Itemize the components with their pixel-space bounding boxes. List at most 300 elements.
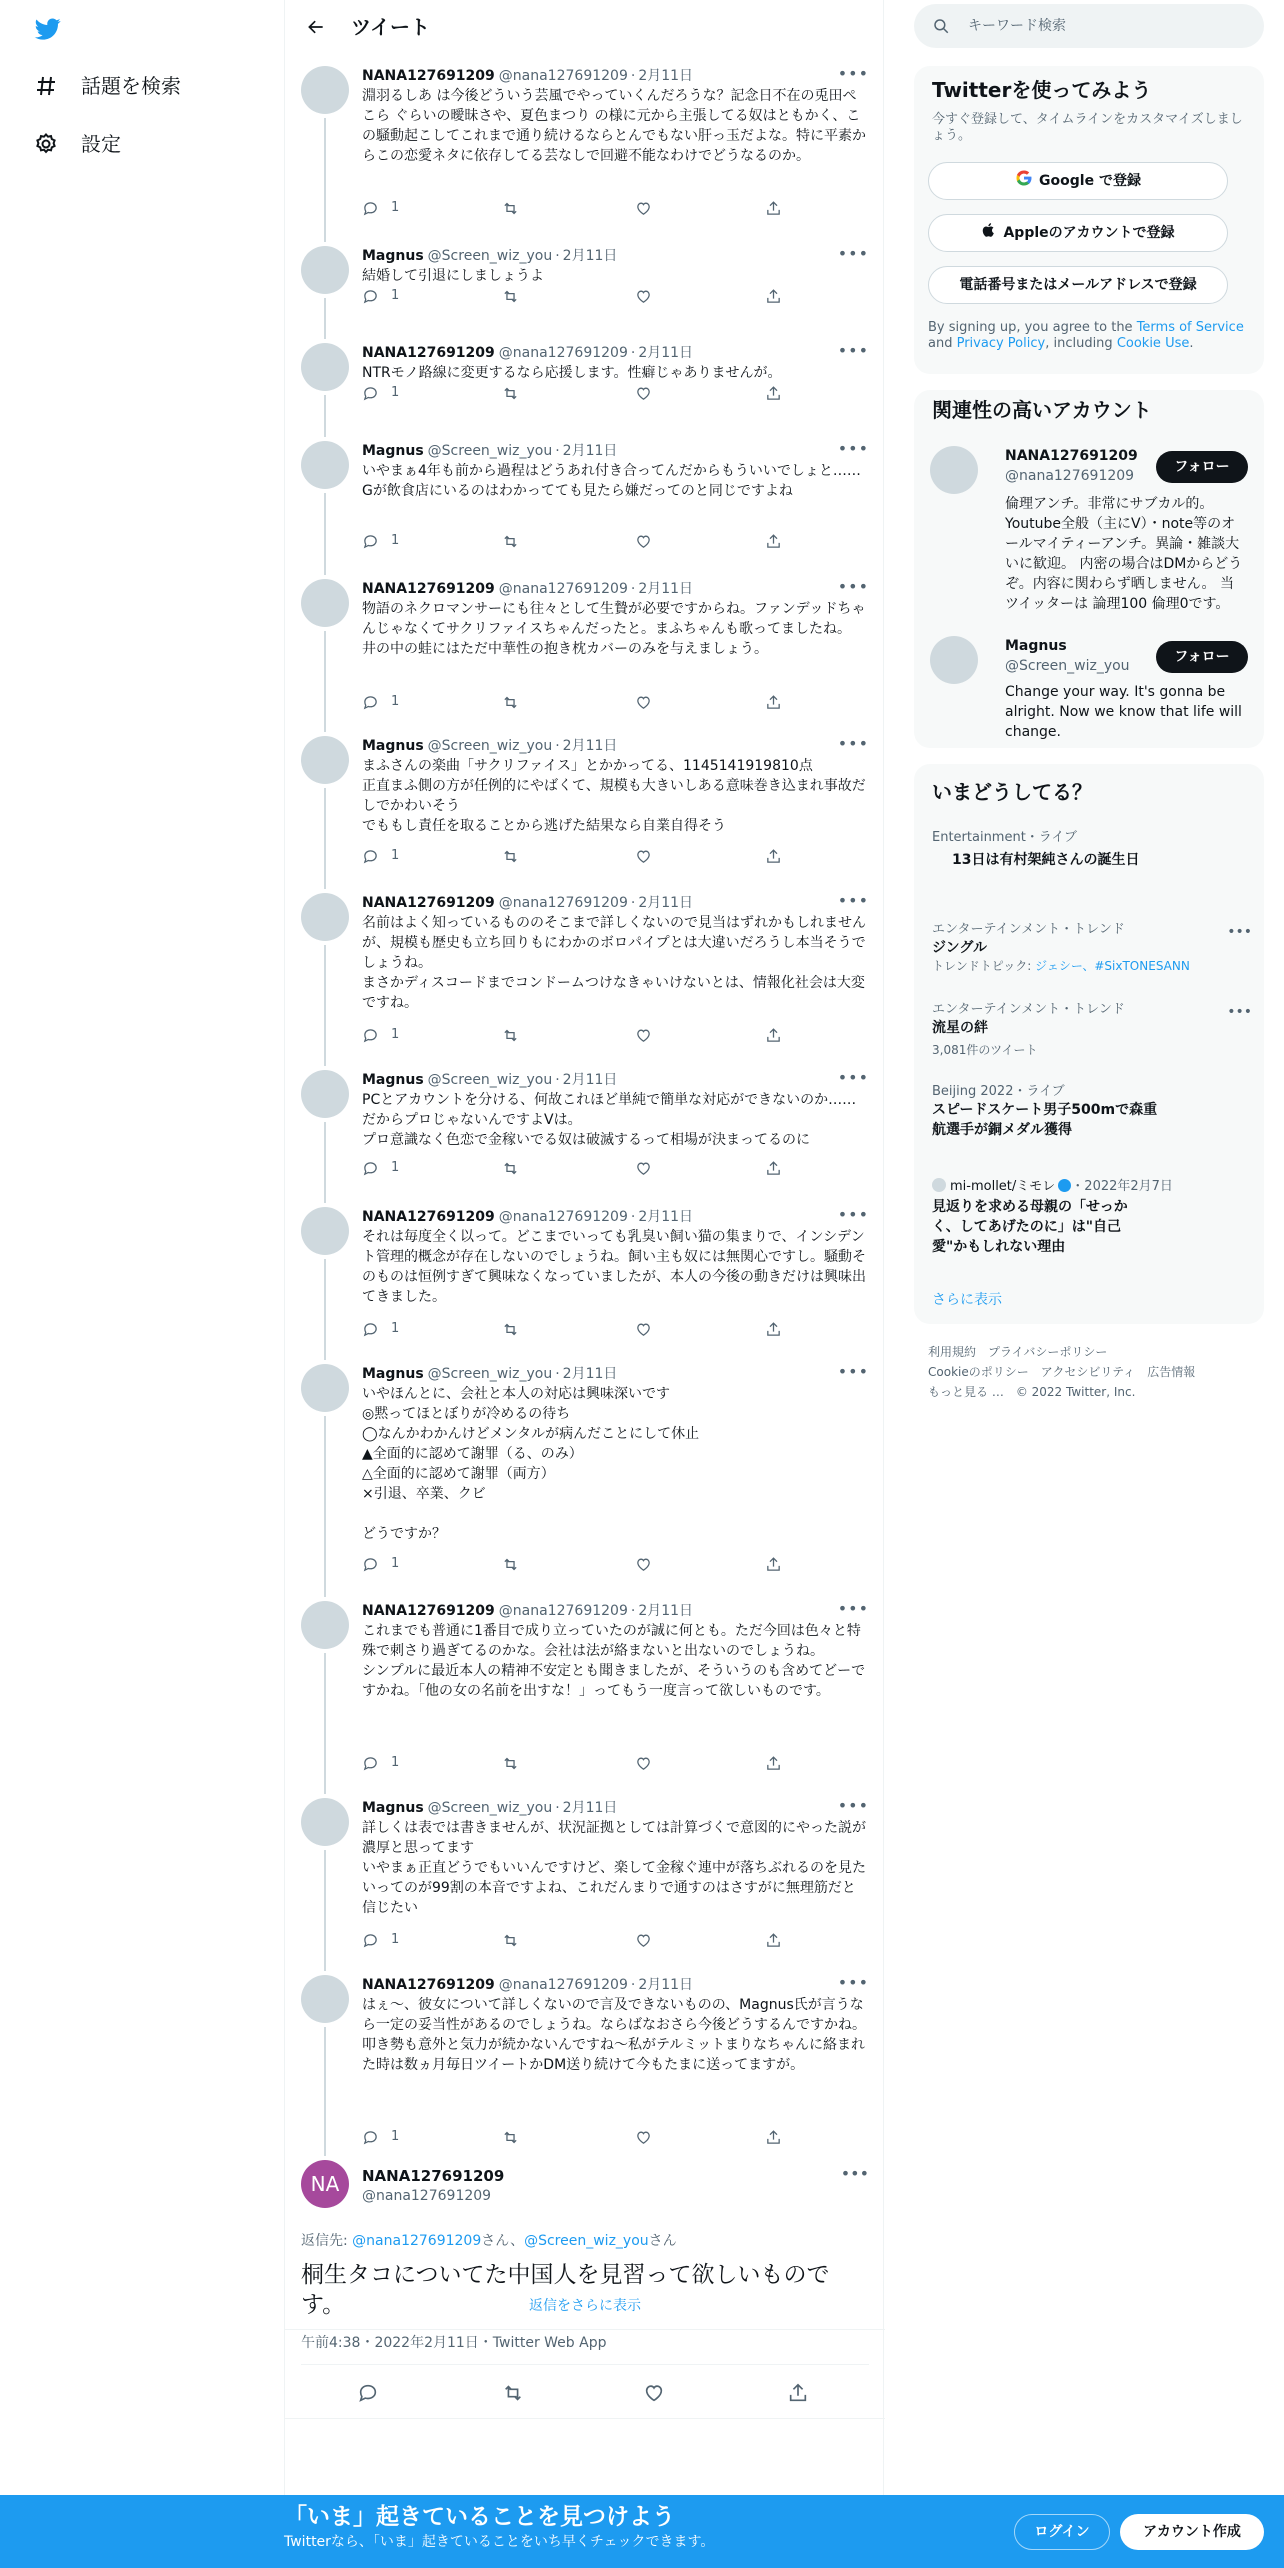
reply-icon xyxy=(362,694,379,711)
tweet-header xyxy=(362,441,869,461)
like-icon[interactable] xyxy=(635,198,652,218)
author-name[interactable]: NANA127691209 xyxy=(362,581,495,597)
author-handle[interactable]: @nana127691209 xyxy=(498,581,628,597)
like-icon[interactable] xyxy=(635,1158,652,1178)
separator-dot: · xyxy=(630,895,636,911)
retweet-icon[interactable] xyxy=(502,846,519,866)
more-icon[interactable]: ••• xyxy=(840,2164,869,2183)
tweet[interactable] xyxy=(285,893,885,1070)
timeline-column xyxy=(284,0,884,2568)
thread-line xyxy=(324,631,326,732)
tweet[interactable] xyxy=(285,1798,885,1975)
nav-explore[interactable] xyxy=(33,68,181,104)
cookie-link[interactable]: Cookie Use xyxy=(1116,336,1190,351)
reply-button[interactable] xyxy=(362,286,399,306)
like-icon[interactable] xyxy=(643,2382,665,2404)
apple-icon xyxy=(981,222,997,244)
tweet-date[interactable]: 2月11日 xyxy=(638,68,694,84)
tweet-actions xyxy=(362,531,782,551)
trends-show-more-link[interactable]: さらに表示 xyxy=(932,1292,1002,1308)
legal-text: . xyxy=(1189,336,1194,351)
tweet-actions xyxy=(362,383,782,403)
trend-category: Beijing 2022・ライブ xyxy=(932,1084,1065,1099)
trend-item[interactable] xyxy=(932,830,1252,870)
trend-category: エンターテインメント・トレンド xyxy=(932,922,1125,937)
tweet[interactable] xyxy=(285,1975,885,2160)
like-icon[interactable] xyxy=(635,383,652,403)
reply-icon xyxy=(362,1160,379,1177)
reply-icon xyxy=(362,848,379,865)
avatar[interactable] xyxy=(301,893,349,941)
tweet[interactable] xyxy=(285,736,885,893)
apple-signup-label: Appleのアカウントで登録 xyxy=(1003,225,1175,241)
like-icon[interactable] xyxy=(635,692,652,712)
like-icon[interactable] xyxy=(635,286,652,306)
page-header xyxy=(285,0,885,53)
tweet-date[interactable]: 2月11日 xyxy=(562,738,618,754)
source-name: mi-mollet/ミモレ xyxy=(950,1179,1056,1194)
like-icon[interactable] xyxy=(635,846,652,866)
like-icon[interactable] xyxy=(635,1319,652,1339)
like-icon[interactable] xyxy=(635,1930,652,1950)
more-icon[interactable]: ••• xyxy=(837,341,869,360)
tweet[interactable] xyxy=(285,66,885,246)
trend-title: 流星の絆 xyxy=(932,1020,988,1036)
reply-count: 1 xyxy=(391,1321,400,1336)
login-button[interactable]: ログイン xyxy=(1014,2514,1110,2550)
show-more-replies-link[interactable]: 返信をさらに表示 xyxy=(285,2282,885,2330)
thread-line xyxy=(324,395,326,437)
more-icon[interactable]: ••• xyxy=(837,577,869,596)
tweet-date[interactable]: 2月11日 xyxy=(638,1209,694,1225)
retweet-icon[interactable] xyxy=(502,198,519,218)
account-item[interactable] xyxy=(928,446,1254,612)
tweet-text: それは毎度全く以って。どこまでいっても乳臭い飼い猫の集まりで、インシデント管理的概念が存在しないのでしょうね。飼い主も奴には無関心ですし。騒動そのものは恒例すぎて興味なくなっていましたが、本人の今後の動きだけは興味出てきました。 xyxy=(362,1229,866,1305)
share-icon[interactable] xyxy=(765,1753,782,1773)
author-handle[interactable]: @Screen_wiz_you xyxy=(427,1366,553,1382)
separator-dot: · xyxy=(630,68,636,84)
reply-count: 1 xyxy=(391,385,400,400)
tweet-text: 淵羽るしあ は今後どういう芸風でやっていくんだろうな？記念日不在の兎田ぺこら ぐらいの曖昧さや、夏色まつり の様に元から主張してる奴はともかく、この騒動起こしてこれまで通り続けるならとんでもない肝っ玉だよな。特に平素からこの恋愛ネタに依存してる芸なしで回避不能なわけでどうなるのか。 xyxy=(362,88,866,164)
avatar[interactable] xyxy=(301,736,349,784)
account-handle[interactable]: @nana127691209 xyxy=(1005,468,1135,484)
avatar[interactable] xyxy=(301,441,349,489)
nav-settings[interactable] xyxy=(33,126,121,162)
tweet-actions xyxy=(362,1554,782,1574)
thread-line xyxy=(324,1653,326,1794)
reply-button[interactable] xyxy=(362,1158,399,1178)
share-icon[interactable] xyxy=(765,1025,782,1045)
tweet-text: PCとアカウントを分ける、何故これほど単純で簡単な対応ができないのか……だからプロじゃないんですよVは。 プロ意識なく色恋で金稼いでる奴は破滅するって相場が決まってるのに xyxy=(362,1092,857,1148)
account-name[interactable]: NANA127691209 xyxy=(1005,448,1138,464)
relevant-accounts-card xyxy=(914,390,1264,748)
tweet-meta[interactable]: 午前4:38・2022年2月11日・Twitter Web App xyxy=(301,2335,607,2351)
tweet-actions xyxy=(362,198,782,218)
more-icon[interactable]: ••• xyxy=(837,734,869,753)
nav-explore-label: 話題を検索 xyxy=(81,74,181,98)
share-icon[interactable] xyxy=(765,1319,782,1339)
share-icon[interactable] xyxy=(765,1930,782,1950)
like-icon[interactable] xyxy=(635,1554,652,1574)
reply-button[interactable] xyxy=(362,846,399,866)
footer-terms-link[interactable]: 利用規約 xyxy=(928,1345,977,1359)
divider xyxy=(285,2418,885,2419)
reply-count: 1 xyxy=(391,533,400,548)
reply-icon xyxy=(362,533,379,550)
retweet-icon[interactable] xyxy=(502,1753,519,1773)
footer-more-link[interactable]: もっと見る … xyxy=(928,1385,1004,1399)
tweet-header xyxy=(362,1364,869,1384)
separator-dot: · xyxy=(555,738,560,754)
google-signup-button[interactable] xyxy=(928,162,1228,200)
more-icon[interactable]: ••• xyxy=(837,891,869,910)
tweet[interactable] xyxy=(285,1207,885,1364)
avatar[interactable] xyxy=(301,1070,349,1118)
avatar[interactable] xyxy=(301,1975,349,2023)
share-icon[interactable] xyxy=(765,692,782,712)
trend-title: ジングル xyxy=(932,940,987,956)
author-handle[interactable]: @nana127691209 xyxy=(498,345,628,361)
separator-dot: · xyxy=(555,443,560,459)
legal-text: By signing up, you agree to the xyxy=(928,320,1137,335)
twitter-logo-icon[interactable] xyxy=(33,16,63,42)
trend-date: ・2022年2月7日 xyxy=(1071,1179,1173,1194)
reply-button[interactable] xyxy=(362,531,399,551)
tweet-date[interactable]: 2月11日 xyxy=(562,1072,618,1088)
retweet-icon[interactable] xyxy=(502,1554,519,1574)
retweet-icon[interactable] xyxy=(502,383,519,403)
more-icon[interactable]: ••• xyxy=(837,439,869,458)
trends-title: いまどうしてる？ xyxy=(932,780,1092,804)
tweet-header xyxy=(362,736,869,756)
signup-title: Twitterを使ってみよう xyxy=(932,78,1152,102)
tweet[interactable] xyxy=(285,1364,885,1601)
google-signup-label: Google で登録 xyxy=(1039,173,1141,189)
search-box[interactable] xyxy=(914,4,1264,48)
signup-card xyxy=(914,66,1264,374)
share-icon[interactable] xyxy=(765,846,782,866)
reply-suffix: さん xyxy=(648,2233,677,2249)
account-name[interactable]: Magnus xyxy=(1005,638,1067,654)
tweet[interactable] xyxy=(285,246,885,343)
avatar[interactable] xyxy=(301,66,349,114)
avatar[interactable] xyxy=(301,1798,349,1846)
reply-icon xyxy=(362,1556,379,1573)
reply-button[interactable] xyxy=(362,1930,399,1950)
reply-count: 1 xyxy=(391,288,400,303)
more-icon[interactable]: ••• xyxy=(837,1599,869,1618)
tweet-date[interactable]: 2月11日 xyxy=(562,248,618,264)
author-name[interactable]: Magnus xyxy=(362,248,424,264)
more-icon[interactable]: ••• xyxy=(1227,924,1252,940)
more-icon[interactable]: ••• xyxy=(837,1205,869,1224)
divider xyxy=(301,2364,869,2365)
tweet-text: 結婚して引退にしましょうよ xyxy=(362,268,544,284)
trend-meta xyxy=(932,958,1252,974)
tweet-actions xyxy=(362,1158,782,1178)
author-name[interactable]: Magnus xyxy=(362,738,424,754)
more-icon[interactable]: ••• xyxy=(1227,1004,1252,1020)
account-item[interactable] xyxy=(928,636,1254,740)
author-name[interactable]: NANA127691209 xyxy=(362,345,495,361)
reply-button[interactable] xyxy=(362,383,399,403)
author-name[interactable]: Magnus xyxy=(362,1366,424,1382)
nav-settings-label: 設定 xyxy=(81,132,121,156)
author-name[interactable]: NANA127691209 xyxy=(362,895,495,911)
account-bio: Change your way. It's gonna be alright. Now we know that life will change. xyxy=(1005,684,1247,740)
footer-copyright: © 2022 Twitter, Inc. xyxy=(1015,1385,1136,1399)
share-icon[interactable] xyxy=(765,286,782,306)
tweet-header xyxy=(362,893,869,913)
retweet-icon[interactable] xyxy=(502,2127,519,2147)
tweet-actions xyxy=(362,2127,782,2147)
follow-button[interactable]: フォロー xyxy=(1156,451,1248,483)
tweet-header xyxy=(362,1070,869,1090)
author-handle[interactable]: @Screen_wiz_you xyxy=(427,738,553,754)
reply-count: 1 xyxy=(391,200,400,215)
author-handle[interactable]: @Screen_wiz_you xyxy=(427,1072,553,1088)
reply-button[interactable] xyxy=(362,692,399,712)
reply-button[interactable] xyxy=(362,198,399,218)
apple-signup-button[interactable] xyxy=(928,214,1228,252)
thread-line xyxy=(324,1259,326,1360)
separator-dot: · xyxy=(630,1603,636,1619)
more-icon[interactable]: ••• xyxy=(837,64,869,83)
signup-button[interactable]: アカウント作成 xyxy=(1120,2514,1264,2550)
share-icon[interactable] xyxy=(765,383,782,403)
tweet-header xyxy=(362,1601,869,1621)
tweet[interactable] xyxy=(285,343,885,441)
share-icon[interactable] xyxy=(787,2382,809,2404)
author-handle[interactable]: @nana127691209 xyxy=(498,1209,628,1225)
thread-line xyxy=(324,788,326,889)
trend-title: スピードスケート男子500mで森重 航選手が銅メダル獲得 xyxy=(932,1102,1158,1138)
retweet-icon[interactable] xyxy=(502,1025,519,1045)
thread-line xyxy=(324,1416,326,1597)
retweet-icon[interactable] xyxy=(502,692,519,712)
reply-link-1[interactable]: @nana127691209 xyxy=(352,2233,482,2249)
share-icon[interactable] xyxy=(765,531,782,551)
trend-title: 13日は有村架純さんの誕生日 xyxy=(952,852,1140,868)
author-name[interactable]: NANA127691209 xyxy=(362,1603,495,1619)
avatar[interactable] xyxy=(301,1364,349,1412)
reply-context xyxy=(301,2231,677,2251)
signup-subtitle: 今すぐ登録して、タイムラインをカスタマイズしましょう。 xyxy=(932,112,1243,143)
reply-count: 1 xyxy=(391,2129,400,2144)
share-icon[interactable] xyxy=(765,1158,782,1178)
trend-item[interactable] xyxy=(932,922,1252,974)
avatar[interactable] xyxy=(301,1207,349,1255)
source-avatar xyxy=(932,1178,946,1192)
login-banner xyxy=(0,2495,1284,2568)
avatar[interactable] xyxy=(930,446,978,494)
tweet-text: 桐生タコについてた中国人を見習って欲しいものです。 xyxy=(301,2262,830,2318)
reply-button[interactable] xyxy=(362,2127,399,2147)
relevant-title: 関連性の高いアカウント xyxy=(932,398,1152,422)
author-name[interactable]: NANA127691209 xyxy=(362,2167,505,2185)
avatar[interactable] xyxy=(930,636,978,684)
share-icon[interactable] xyxy=(765,1554,782,1574)
trend-item[interactable] xyxy=(932,1178,1252,1257)
tweet-date[interactable]: 2月11日 xyxy=(638,345,694,361)
author-name[interactable]: NANA127691209 xyxy=(362,1977,495,1993)
terms-link[interactable]: Terms of Service xyxy=(1136,320,1244,335)
more-icon[interactable]: ••• xyxy=(837,244,869,263)
retweet-icon[interactable] xyxy=(502,1930,519,1950)
reply-button[interactable] xyxy=(362,1319,399,1339)
avatar[interactable] xyxy=(301,1601,349,1649)
avatar[interactable] xyxy=(301,343,349,391)
page-title: ツイート xyxy=(351,14,430,39)
more-icon[interactable]: ••• xyxy=(837,1973,869,1992)
search-placeholder: キーワード検索 xyxy=(968,18,1066,34)
separator-dot: · xyxy=(555,248,560,264)
author-handle[interactable]: @Screen_wiz_you xyxy=(427,248,553,264)
tweet[interactable] xyxy=(285,441,885,579)
avatar[interactable]: NA xyxy=(301,2160,349,2208)
tweet[interactable] xyxy=(285,579,885,736)
share-icon[interactable] xyxy=(765,198,782,218)
tweet[interactable] xyxy=(285,1070,885,1207)
tweet-actions xyxy=(362,1025,782,1045)
tweet[interactable] xyxy=(285,1601,885,1798)
tweet-date[interactable]: 2月11日 xyxy=(562,1366,618,1382)
retweet-icon[interactable] xyxy=(502,1319,519,1339)
avatar[interactable] xyxy=(301,246,349,294)
tweet-date[interactable]: 2月11日 xyxy=(638,895,694,911)
tweet-header xyxy=(362,579,869,599)
reply-link-2[interactable]: @Screen_wiz_you xyxy=(524,2233,649,2249)
retweet-icon[interactable] xyxy=(502,531,519,551)
signup-legal xyxy=(928,320,1248,352)
reply-count: 1 xyxy=(391,1556,400,1571)
separator-dot: · xyxy=(630,1977,636,1993)
separator-dot: · xyxy=(555,1072,560,1088)
author-name[interactable]: Magnus xyxy=(362,443,424,459)
trends-card xyxy=(914,764,1264,1324)
tweet-date[interactable]: 2月11日 xyxy=(638,1603,694,1619)
tweet-header xyxy=(362,66,869,86)
tweet-actions xyxy=(362,1319,782,1339)
like-icon[interactable] xyxy=(635,1025,652,1045)
reply-count: 1 xyxy=(391,848,400,863)
like-icon[interactable] xyxy=(635,531,652,551)
author-handle[interactable]: @nana127691209 xyxy=(498,895,628,911)
footer-cookie-link[interactable]: Cookieのポリシー xyxy=(928,1365,1029,1379)
tweet-date[interactable]: 2月11日 xyxy=(638,1977,694,1993)
more-icon[interactable]: ••• xyxy=(837,1362,869,1381)
retweet-icon[interactable] xyxy=(502,1158,519,1178)
retweet-icon[interactable] xyxy=(502,2382,524,2404)
legal-text: , including xyxy=(1045,336,1117,351)
tweet-actions xyxy=(362,286,782,306)
tweet-date[interactable]: 2月11日 xyxy=(562,1800,618,1816)
author-name[interactable]: NANA127691209 xyxy=(362,68,495,84)
tweet-date[interactable]: 2月11日 xyxy=(638,581,694,597)
tweet-header xyxy=(362,1798,869,1818)
google-icon xyxy=(1015,169,1033,193)
trend-meta-prefix: トレンドトピック: xyxy=(932,959,1036,973)
thread-line xyxy=(324,298,326,339)
trend-source xyxy=(932,1178,1252,1195)
reply-count: 1 xyxy=(391,1755,400,1770)
reply-icon xyxy=(362,200,379,217)
thread-line xyxy=(324,945,326,1066)
reply-icon xyxy=(362,385,379,402)
author-name[interactable]: Magnus xyxy=(362,1800,424,1816)
trend-category: Entertainment・ライブ xyxy=(932,830,1078,845)
author-handle[interactable]: @nana127691209 xyxy=(498,68,628,84)
author-name[interactable]: NANA127691209 xyxy=(362,1209,495,1225)
reply-icon[interactable] xyxy=(357,2382,379,2404)
tweet-actions xyxy=(362,1753,782,1773)
reply-icon xyxy=(362,1755,379,1772)
trend-category: エンターテインメント・トレンド xyxy=(932,1002,1125,1017)
thread-line xyxy=(324,493,326,575)
author-handle[interactable]: @Screen_wiz_you xyxy=(427,443,553,459)
tweet-header xyxy=(362,1207,869,1227)
like-icon[interactable] xyxy=(635,1753,652,1773)
account-bio: 倫理アンチ。非常にサブカル的。Youtube全般（主にV）・note等のオールマイティーアンチ。異論・雑談大いに歓迎。 内密の場合はDMからどうぞ。内容に関わらず晒しません。 当ツイッターは 論理100 倫理0です。 xyxy=(1005,496,1243,612)
more-icon[interactable]: ••• xyxy=(837,1796,869,1815)
account-handle[interactable]: @Screen_wiz_you xyxy=(1005,658,1130,674)
footer-ads-link[interactable]: 広告情報 xyxy=(1147,1365,1196,1379)
reply-button[interactable] xyxy=(362,1025,399,1045)
separator-dot: · xyxy=(630,345,636,361)
footer-links xyxy=(928,1342,1258,1402)
author-handle[interactable]: @nana127691209 xyxy=(498,1603,628,1619)
reply-button[interactable] xyxy=(362,1554,399,1574)
footer-accessibility-link[interactable]: アクセシビリティ xyxy=(1040,1365,1136,1379)
like-icon[interactable] xyxy=(635,2127,652,2147)
hashtag-icon xyxy=(33,73,59,99)
trend-item[interactable] xyxy=(932,1002,1252,1058)
banner-title: 「いま」起きていることを見つけよう xyxy=(284,2504,675,2530)
search-icon xyxy=(932,17,950,35)
share-icon[interactable] xyxy=(765,2127,782,2147)
reply-button[interactable] xyxy=(362,1753,399,1773)
verified-icon xyxy=(1058,1179,1071,1192)
author-handle[interactable]: @nana127691209 xyxy=(362,2188,492,2204)
reply-icon xyxy=(362,1321,379,1338)
author-handle[interactable]: @Screen_wiz_you xyxy=(427,1800,553,1816)
tweet-actions xyxy=(362,692,782,712)
author-name[interactable]: Magnus xyxy=(362,1072,424,1088)
privacy-link[interactable]: Privacy Policy xyxy=(956,336,1046,351)
tweet-text: いやまぁ4年も前から過程はどうあれ付き合ってんだからもういいでしょと…… Gが飲食店にいるのはわかってても見たら嫌だってのと同じですよね xyxy=(362,463,861,499)
reply-icon xyxy=(362,288,379,305)
separator-dot: · xyxy=(555,1366,560,1382)
tweet-text: 名前はよく知っているもののそこまで詳しくないので見当はずれかもしれませんが、規模も歴史も立ち回りもにわかのボロパイプとは大違いだろうし本当そうでしょうね。 まさかディスコードまでコンドームつけなきゃいけないとは、情報化社会は大変ですね。 xyxy=(362,915,866,1011)
separator-dot: · xyxy=(630,1209,636,1225)
trend-item[interactable] xyxy=(932,1084,1252,1140)
trend-topic-links[interactable]: ジェシー、#SixTONESANN xyxy=(1035,959,1190,973)
reply-count: 1 xyxy=(391,1932,400,1947)
footer-privacy-link[interactable]: プライバシーポリシー xyxy=(988,1345,1108,1359)
more-icon[interactable]: ••• xyxy=(837,1068,869,1087)
follow-button[interactable]: フォロー xyxy=(1156,641,1248,673)
reply-mid: さん、 xyxy=(481,2233,525,2249)
tweet-date[interactable]: 2月11日 xyxy=(562,443,618,459)
tweet-text: NTRモノ路線に変更するなら応援します。性癖じゃありませんが。 xyxy=(362,365,782,381)
back-arrow-icon[interactable] xyxy=(299,10,333,44)
reply-count: 1 xyxy=(391,1160,400,1175)
avatar[interactable] xyxy=(301,579,349,627)
thread-line xyxy=(324,1122,326,1203)
phone-email-signup-button[interactable]: 電話番号またはメールアドレスで登録 xyxy=(928,266,1228,304)
retweet-icon[interactable] xyxy=(502,286,519,306)
author-handle[interactable]: @nana127691209 xyxy=(498,1977,628,1993)
